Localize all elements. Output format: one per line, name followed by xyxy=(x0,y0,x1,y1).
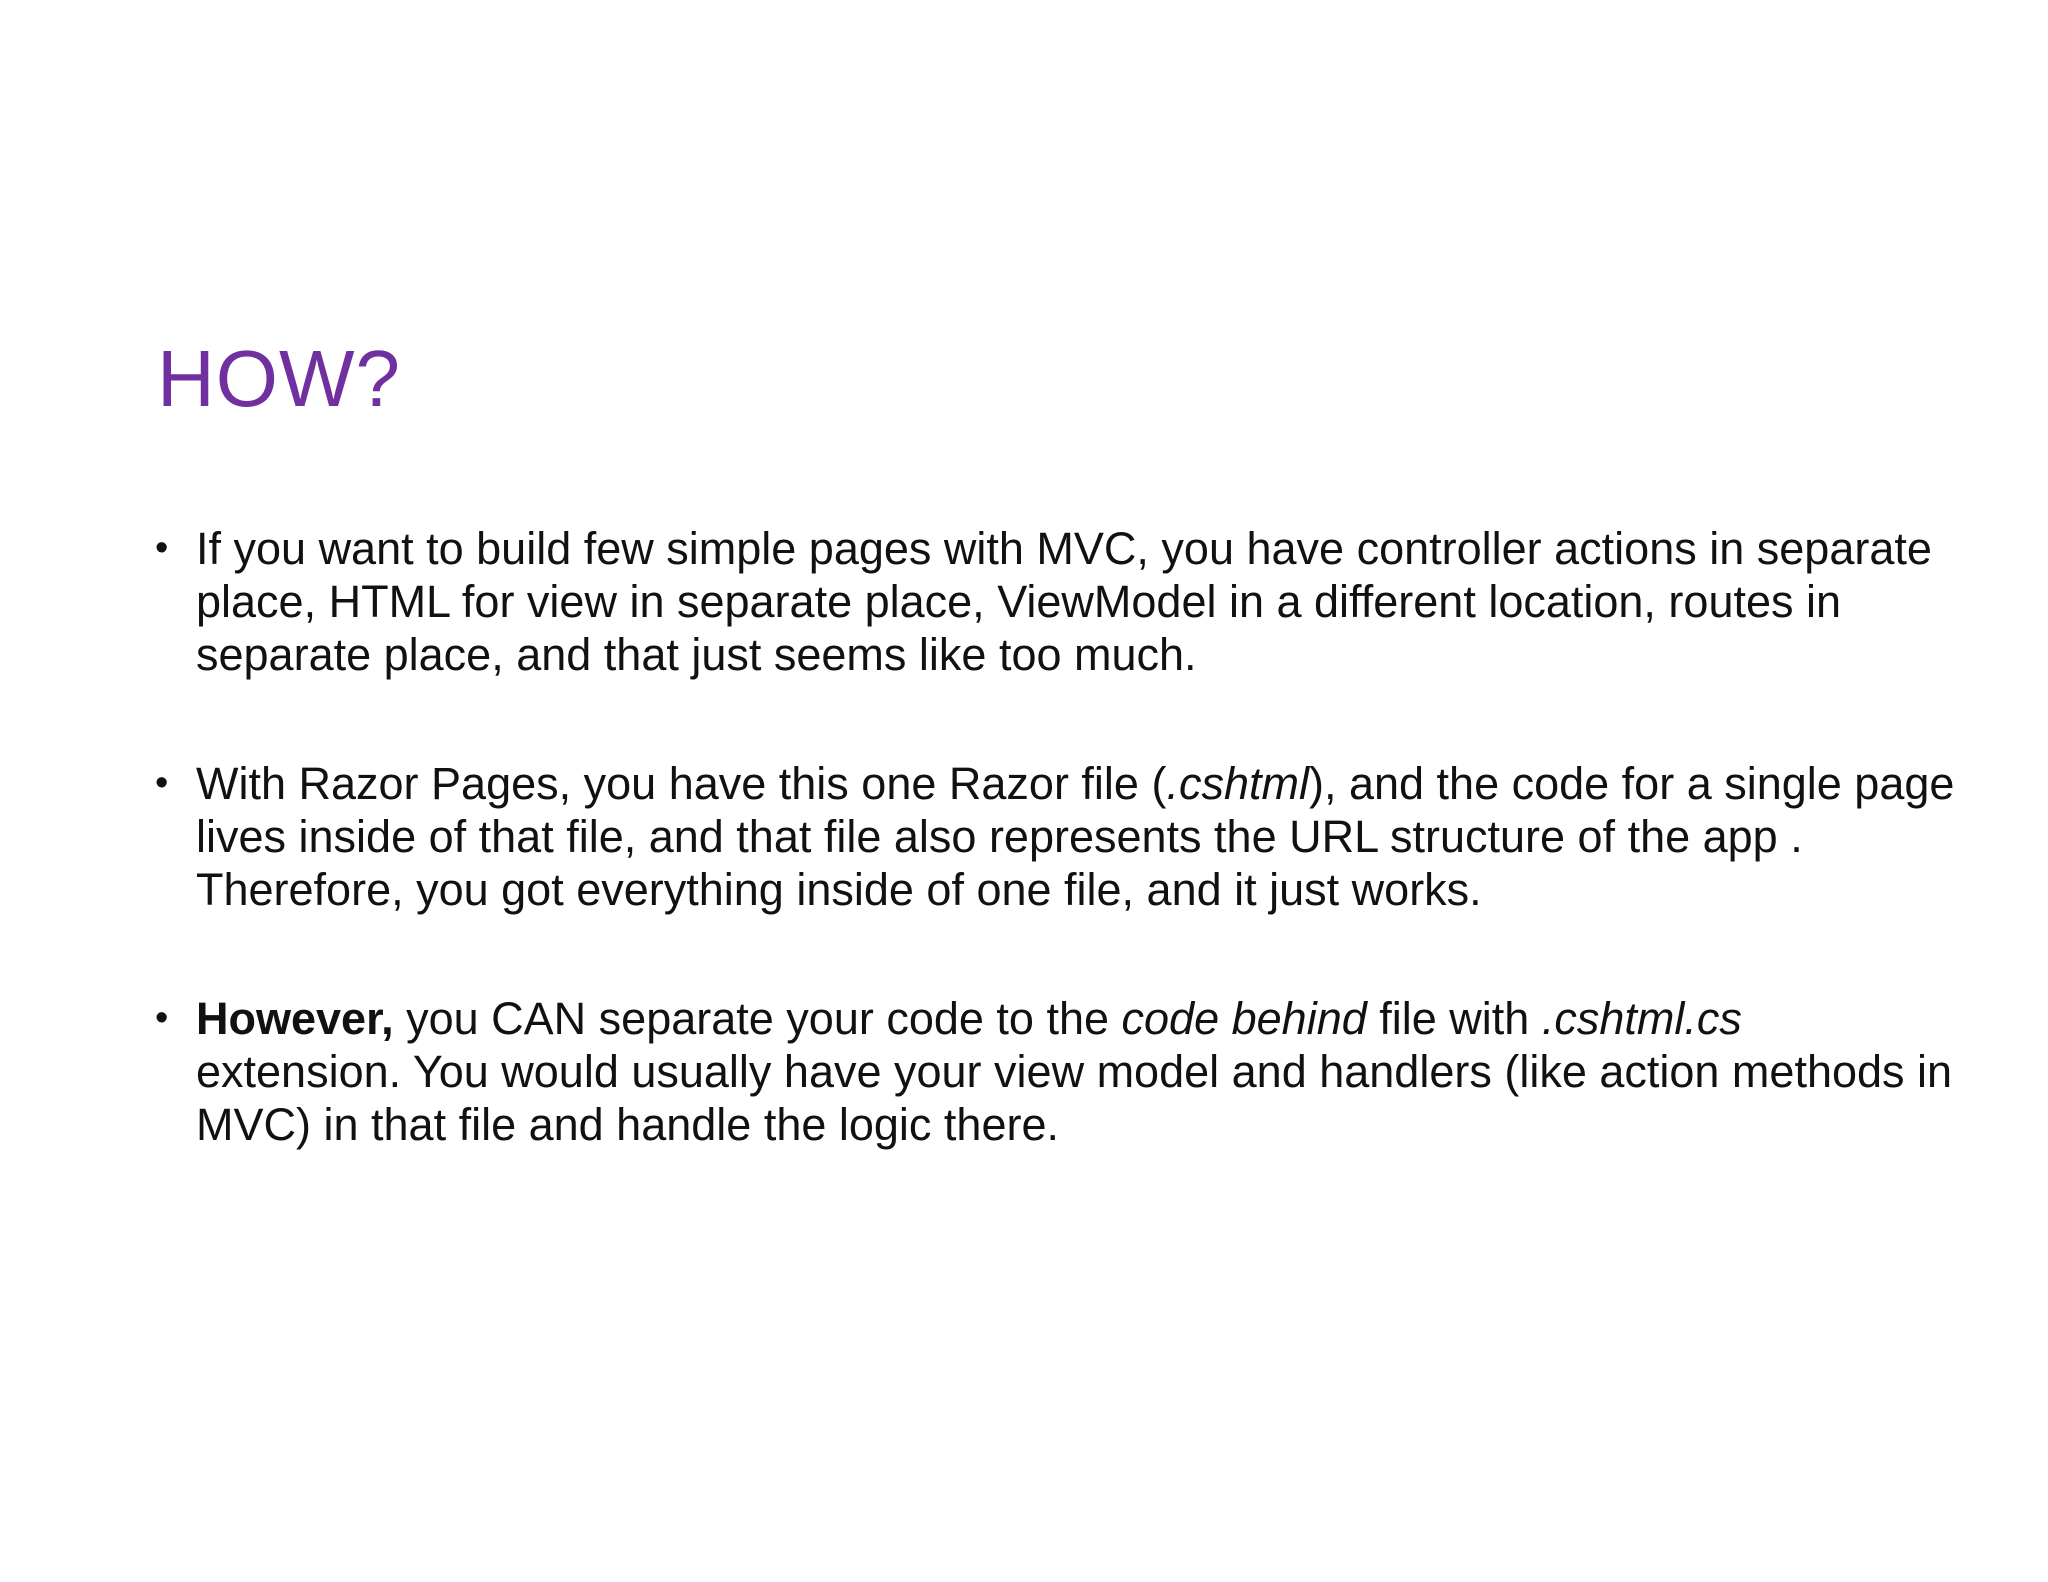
bullet-dot: • xyxy=(155,762,169,804)
bullet-segment: If you want to build few simple pages with MVC, you have controller actions in separate place, HTML for view in separate place, ViewModel in a different location, routes in separate place, and that just seems like too much. xyxy=(196,523,1932,680)
bullet-dot: • xyxy=(155,527,169,569)
bullet-segment: With Razor Pages, you have this one Razor file ( xyxy=(196,758,1167,809)
bullet-segment-bold: However, xyxy=(196,993,394,1044)
bullet-segment: you CAN separate your code to the xyxy=(393,993,1122,1044)
bullet-dot: • xyxy=(155,997,169,1039)
bullet-segment-italic: .cshtml xyxy=(1166,758,1309,809)
bullet-text xyxy=(196,993,1952,1150)
bullet-item-mvc xyxy=(150,522,1956,681)
bullet-item-code-behind xyxy=(150,992,1956,1151)
bullet-segment: extension. You would usually have your view model and handlers (like action methods in MVC) in that file and handle the logic there. xyxy=(196,1046,1953,1150)
bullet-segment: ), and the code for a single page lives inside of that file, and that file also represents the URL structure of the app . Therefore, you got everything inside of one file, and it just works. xyxy=(196,758,1955,915)
bullet-segment-italic: .cshtml.cs xyxy=(1541,993,1742,1044)
slide-title: HOW? xyxy=(157,334,401,423)
bullet-text xyxy=(196,523,1932,680)
bullet-segment-italic: code behind xyxy=(1121,993,1367,1044)
bullet-text xyxy=(196,758,1954,915)
bullet-segment: file with xyxy=(1366,993,1542,1044)
bullet-item-razor-pages xyxy=(150,757,1956,916)
